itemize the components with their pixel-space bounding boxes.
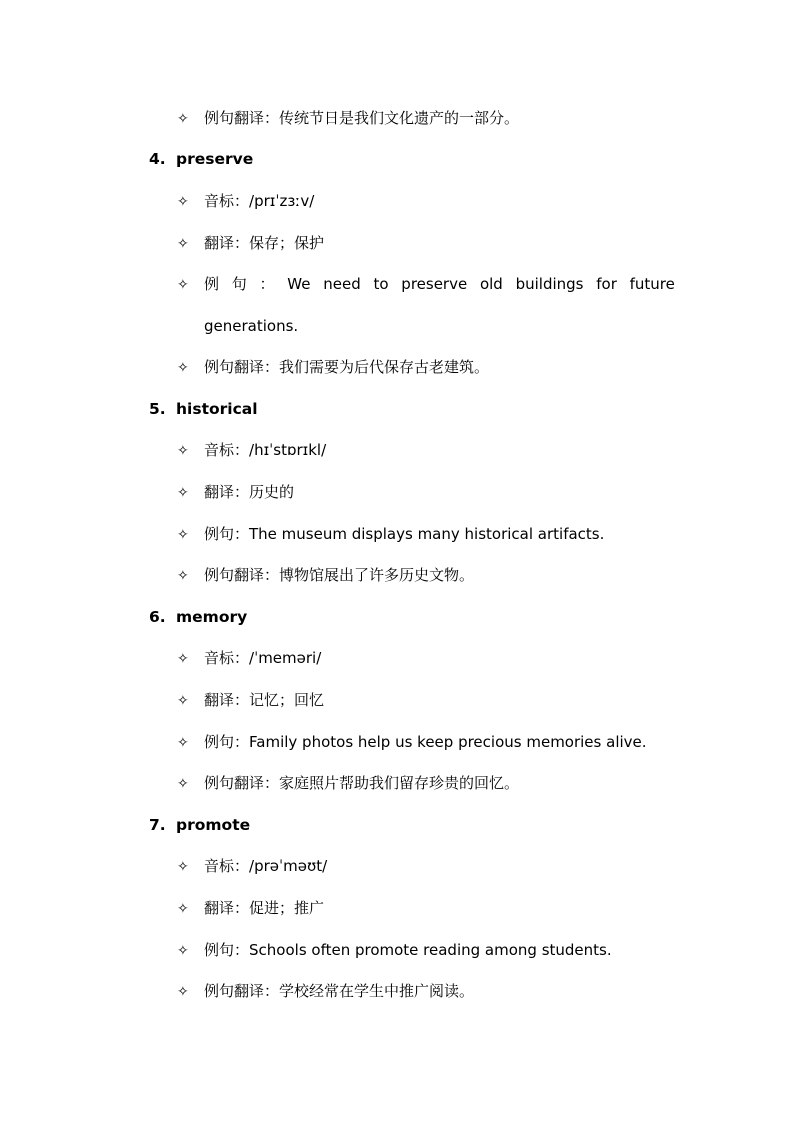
entry-heading-historical [149,399,258,419]
word: buildings [515,275,584,293]
phonetic: /ˈmeməri/ [249,649,322,667]
bullet-icon: ✧ [177,236,189,252]
label: 翻译： [204,483,250,501]
phonetic-line [177,191,314,212]
label: 翻译： [204,234,250,252]
label: 例句翻译： [204,982,280,1000]
bullet-icon: ✧ [177,111,189,127]
entry-heading-preserve [149,149,253,169]
label: 例句翻译： [204,566,280,584]
translation: 历史的 [249,483,295,501]
translation-line [177,690,324,711]
label: 例句翻译： [204,774,280,792]
label: 音标： [204,649,250,667]
label: 例句： [204,941,250,959]
phonetic-line [177,440,326,461]
bullet-icon: ✧ [177,776,189,792]
entry-heading-promote [149,815,250,835]
phonetic: /prəˈməʊt/ [249,857,328,875]
entry-word: memory [176,608,248,626]
translation: 记忆；回忆 [249,691,325,709]
bullet-icon: ✧ [177,443,189,459]
bullet-icon: ✧ [177,277,189,293]
text: 博物馆展出了许多历史文物。 [279,566,475,584]
phonetic-line [177,856,327,877]
entry-number: 7. [149,816,166,834]
word: preserve [401,275,468,293]
word: need [323,275,361,293]
example: Schools often promote reading among students. [249,941,612,959]
example: The museum displays many historical artifacts. [249,525,605,543]
word: ： [259,275,275,293]
text: 我们需要为后代保存古老建筑。 [279,358,490,376]
word: 句 [231,275,247,293]
bullet-icon: ✧ [177,527,189,543]
entry-number: 6. [149,608,166,626]
bullet-icon: ✧ [177,984,189,1000]
translation: 保存；保护 [249,234,325,252]
example-translation-line [177,108,519,129]
example-line [177,732,647,753]
label: 音标： [204,857,250,875]
label: 音标： [204,441,250,459]
example-line-justified [177,274,675,295]
text: 家庭照片帮助我们留存珍贵的回忆。 [279,774,520,792]
phonetic-line [177,648,321,669]
example: Family photos help us keep precious memories alive. [249,733,647,751]
bullet-icon: ✧ [177,901,189,917]
entry-heading-memory [149,607,247,627]
text: 学校经常在学生中推广阅读。 [279,982,475,1000]
entry-word: historical [176,400,258,418]
bullet-icon: ✧ [177,568,189,584]
entry-number: 4. [149,150,166,168]
label: 翻译： [204,899,250,917]
label: 例句： [204,733,250,751]
example-translation-line [177,773,519,794]
example-line [177,940,612,961]
example-translation-line [177,565,474,586]
label: 例句： [204,525,250,543]
word: 例 [204,275,220,293]
translation: 促进；推广 [249,899,325,917]
translation-line [177,482,294,503]
word: old [479,275,503,293]
word: for [596,275,617,293]
bullet-icon: ✧ [177,360,189,376]
phonetic: /hɪˈstɒrɪkl/ [249,441,327,459]
entry-word: preserve [176,150,254,168]
label: 音标： [204,192,250,210]
word: We [287,275,311,293]
example-translation-line [177,981,474,1002]
example-line [177,524,604,545]
text: 传统节日是我们文化遗产的一部分。 [279,109,520,127]
bullet-icon: ✧ [177,859,189,875]
word: future [629,275,675,293]
bullet-icon: ✧ [177,194,189,210]
phonetic: /prɪˈzɜːv/ [249,192,315,210]
example-continuation: generations. [204,317,299,335]
example-justified-text [204,274,675,294]
label: 翻译： [204,691,250,709]
translation-line [177,898,324,919]
bullet-icon: ✧ [177,485,189,501]
bullet-icon: ✧ [177,693,189,709]
bullet-icon: ✧ [177,651,189,667]
label: 例句翻译： [204,358,280,376]
entry-word: promote [176,816,251,834]
translation-line [177,233,324,254]
bullet-icon: ✧ [177,735,189,751]
entry-number: 5. [149,400,166,418]
example-translation-line [177,357,489,378]
word: to [373,275,389,293]
bullet-icon: ✧ [177,943,189,959]
label: 例句翻译： [204,109,280,127]
